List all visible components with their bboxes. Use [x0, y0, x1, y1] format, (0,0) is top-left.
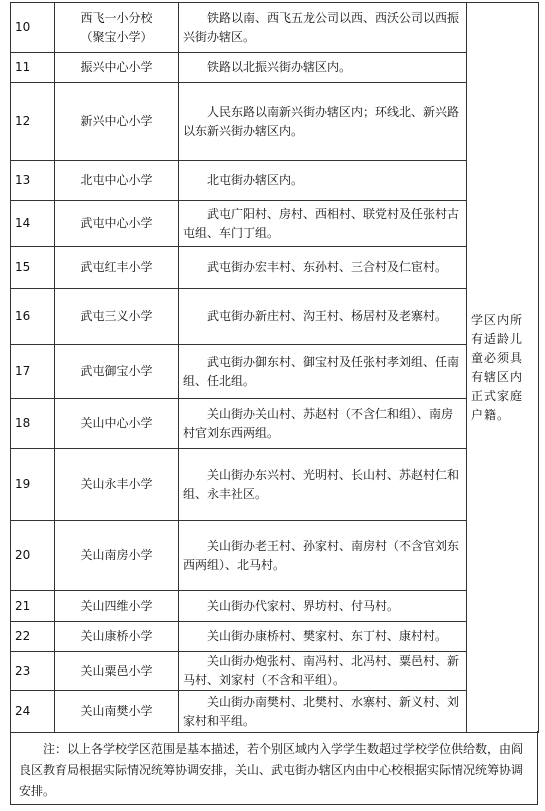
row-number: 10: [11, 3, 55, 53]
table-row: [11, 345, 539, 399]
district-scope: 武屯广阳村、房村、西相村、联党村及任张村古屯组、车门丁组。: [179, 201, 467, 247]
district-scope: 人民东路以南新兴街办辖区内；环线北、新兴路以东新兴街办辖区内。: [179, 83, 467, 161]
district-scope: 关山街办康桥村、樊家村、东丁村、康村村。: [179, 622, 467, 652]
row-number: 23: [11, 652, 55, 691]
school-name: 北屯中心小学: [55, 161, 179, 201]
table-row: [11, 622, 539, 652]
table-row: [11, 201, 539, 247]
table-row: [11, 161, 539, 201]
district-scope: 关山街办南樊村、北樊村、水寨村、新义村、刘家村和平组。: [179, 691, 467, 733]
district-scope: 武屯街办宏丰村、东孙村、三合村及仁宦村。: [179, 247, 467, 289]
district-scope: 北屯街办辖区内。: [179, 161, 467, 201]
school-name: 关山南樊小学: [55, 691, 179, 733]
row-number: 20: [11, 521, 55, 591]
school-name: 关山永丰小学: [55, 449, 179, 521]
school-district-table: [10, 2, 539, 733]
table-row: [11, 449, 539, 521]
school-name: 新兴中心小学: [55, 83, 179, 161]
school-name: 关山粟邑小学: [55, 652, 179, 691]
school-name: 西飞一小分校 （聚宝小学）: [55, 3, 179, 53]
school-name: 武屯中心小学: [55, 201, 179, 247]
table-row: [11, 691, 539, 733]
row-number: 13: [11, 161, 55, 201]
district-scope: 关山街办炮张村、南冯村、北冯村、粟邑村、新马村、刘家村（不含和平组）。: [179, 652, 467, 691]
district-scope: 武屯街办御东村、御宝村及任张村孝刘组、任南组、任北组。: [179, 345, 467, 399]
row-number: 22: [11, 622, 55, 652]
footnote: 注：以上各学校学区范围是基本描述，若个别区域内入学学生数超过学校学位供给数，由阎良区教育局根据实际情况统筹协调安排，关山、武屯街办辖区内由中心校根据实际情况统筹协调安排。: [10, 731, 538, 805]
row-number: 14: [11, 201, 55, 247]
school-name: 关山康桥小学: [55, 622, 179, 652]
row-number: 16: [11, 289, 55, 345]
district-scope: 武屯街办新庄村、沟王村、杨居村及老寨村。: [179, 289, 467, 345]
district-scope: 铁路以北振兴街办辖区内。: [179, 53, 467, 83]
district-scope: 关山街办关山村、苏赵村（不含仁和组）、南房村官刘东西两组。: [179, 399, 467, 449]
row-number: 19: [11, 449, 55, 521]
district-scope: 关山街办代家村、界坊村、付马村。: [179, 591, 467, 622]
table-row: [11, 652, 539, 691]
row-number: 12: [11, 83, 55, 161]
table-row: [11, 521, 539, 591]
row-number: 21: [11, 591, 55, 622]
table-row: [11, 3, 539, 53]
district-scope: 铁路以南、西飞五龙公司以西、西沃公司以西振兴街办辖区。: [179, 3, 467, 53]
school-name: 武屯三义小学: [55, 289, 179, 345]
row-number: 17: [11, 345, 55, 399]
school-name: 振兴中心小学: [55, 53, 179, 83]
table-row: [11, 591, 539, 622]
row-number: 18: [11, 399, 55, 449]
remark-cell: 学区内所有适龄儿童必须具有辖区内正式家庭户籍。: [467, 3, 539, 733]
school-name: 武屯御宝小学: [55, 345, 179, 399]
table-row: [11, 399, 539, 449]
table-row: [11, 247, 539, 289]
school-name: 关山中心小学: [55, 399, 179, 449]
school-name: 关山南房小学: [55, 521, 179, 591]
table-row: [11, 83, 539, 161]
school-name: 武屯红丰小学: [55, 247, 179, 289]
row-number: 15: [11, 247, 55, 289]
table-row: [11, 53, 539, 83]
school-name: 关山四维小学: [55, 591, 179, 622]
row-number: 24: [11, 691, 55, 733]
district-scope: 关山街办老王村、孙家村、南房村（不含官刘东西两组）、北马村。: [179, 521, 467, 591]
district-scope: 关山街办东兴村、光明村、长山村、苏赵村仁和组、永丰社区。: [179, 449, 467, 521]
row-number: 11: [11, 53, 55, 83]
table-row: [11, 289, 539, 345]
